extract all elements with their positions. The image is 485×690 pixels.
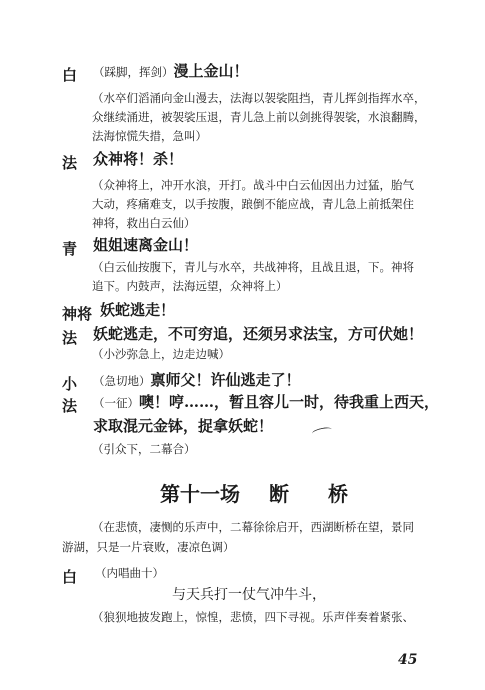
stage-direction-line: （在悲愤，凄恻的乐声中，二幕徐徐启开，西湖断桥在望，景同: [92, 520, 414, 534]
stage-direction-line: （引众下，二幕合）: [92, 442, 196, 456]
dialogue-line: （踩脚，挥剑）漫上金山！: [93, 62, 249, 80]
dialogue-line: 求取混元金钵，捉拿妖蛇！: [93, 417, 274, 435]
page-number: 45: [398, 652, 418, 668]
stage-direction-line: （水卒们滔涌向金山漫去，法海以袈裟阻挡，青儿挥剑指挥水卒，: [92, 91, 426, 105]
stage-direction-line: 法海惊慌失措，急叫）: [92, 129, 207, 143]
stage-direction-line: 游湖，只是一片衰败，凄凉色调）: [62, 540, 235, 554]
speaker-label: 法: [62, 329, 78, 347]
stage-direction-line: 追下。内鼓声，法海远望，众神将上）: [92, 279, 288, 293]
dialogue-line: 妖蛇逃走，不可穷追，还须另求法宝，方可伏她！: [93, 325, 424, 343]
song-line: 与天兵打一仗气冲牛斗，: [172, 587, 326, 603]
stage-direction-line: （狼狈地披发跑上，惊惶，悲愤，四下寻视。乐声伴奏着紧张、: [92, 610, 414, 624]
dialogue-line: （一征）噢！哼……，暂且容儿一时，待我重上西天，: [93, 393, 440, 411]
speaker-label: 法: [62, 397, 78, 415]
dialogue-line: （急切地）禀师父！许仙逃走了！: [93, 371, 301, 389]
speaker-label: 白: [62, 66, 78, 84]
speaker-label: 小: [62, 375, 78, 393]
dialogue-line: 姐姐速离金山！: [93, 236, 199, 254]
stage-direction-line: （白云仙按腹下，青儿与水卒，共战神将，且战且退，下。神将: [92, 260, 414, 274]
scene-heading: [160, 478, 348, 507]
speaker-label: 青: [62, 240, 78, 258]
speaker-label: 神将: [62, 305, 93, 323]
stage-direction-line: 大动，疼痛难支，以手按腹，踉倒不能应战，青儿急上前抵架住: [92, 197, 414, 211]
stage-direction-line: 神将，救出白云仙）: [92, 216, 196, 230]
stage-direction-line: 众继续涌进，被袈裟压退，青儿急上前以剑挑得袈裟，水浪翻腾，: [92, 110, 426, 124]
stage-direction-line: （内唱曲十）: [95, 566, 164, 580]
scene-number: 第十一场: [160, 482, 240, 506]
dialogue-line: 妖蛇逃走！: [100, 301, 176, 319]
stage-direction-line: （众神将上，冲开水浪，开打。战斗中白云仙因出力过猛，胎气: [92, 178, 414, 192]
speaker-label: 白: [62, 568, 78, 586]
dialogue-line: 众神将！杀！: [93, 150, 184, 168]
pen-mark: [311, 426, 332, 437]
scene-title-char: 桥: [327, 482, 348, 506]
stage-direction-line: （小沙弥急上，边走边喊）: [92, 347, 230, 361]
speaker-label: 法: [62, 154, 78, 172]
scene-title-char: 断: [268, 482, 289, 506]
